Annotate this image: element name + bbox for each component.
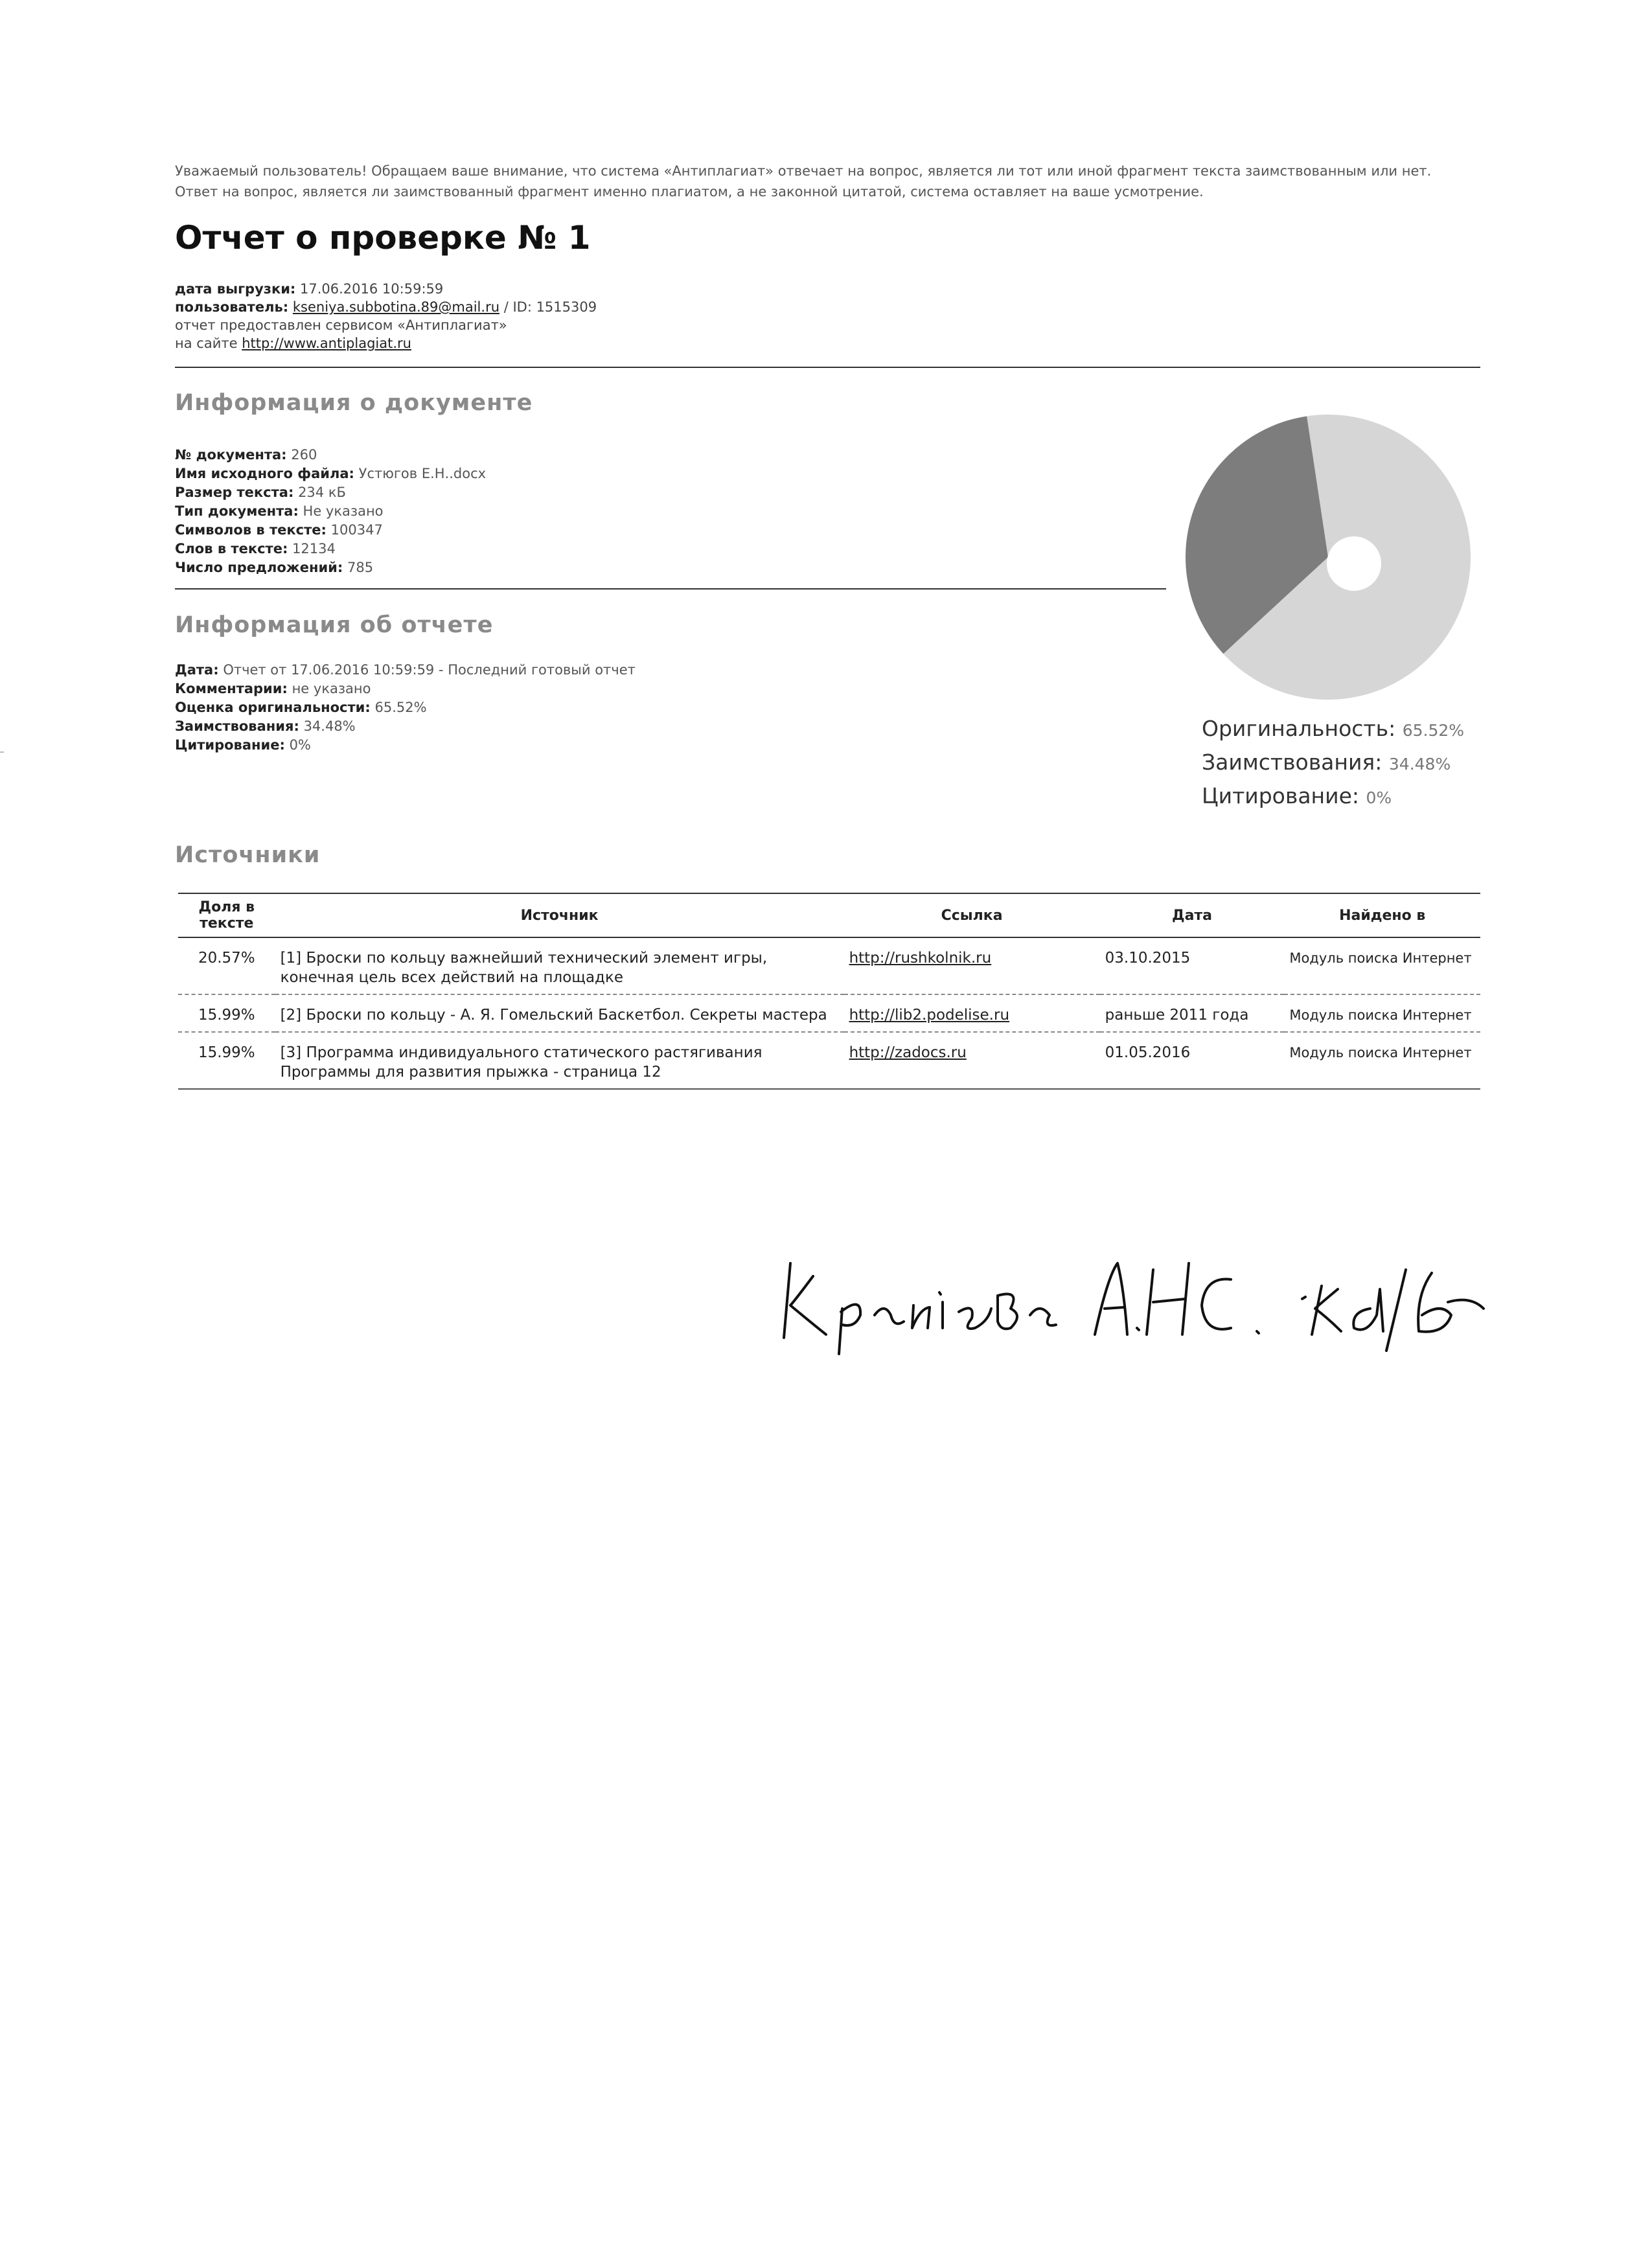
doc-info-label: Слов в тексте:	[175, 541, 288, 556]
sources-heading: Источники	[175, 842, 321, 868]
source-share: 15.99%	[178, 1032, 275, 1089]
user-id: / ID: 1515309	[503, 299, 597, 315]
export-date-line	[175, 280, 597, 298]
sources-header-row	[178, 893, 1480, 937]
doc-info-label: Тип документа:	[175, 503, 299, 519]
legend-label: Заимствования:	[1202, 750, 1382, 775]
doc-info-heading: Информация о документе	[175, 390, 533, 416]
col-found: Найдено в	[1284, 893, 1480, 937]
report-info-list	[175, 661, 636, 755]
source-title: [2] Броски по кольцу - А. Я. Гомельский Баскетбол. Секреты мастера	[275, 994, 844, 1032]
sources-table	[178, 893, 1480, 1090]
report-info-row	[175, 680, 636, 698]
report-info-value: не указано	[292, 681, 371, 696]
source-date: раньше 2011 года	[1100, 994, 1285, 1032]
doc-info-label: № документа:	[175, 447, 287, 463]
divider-doc-info	[175, 588, 1166, 590]
legend-label: Оригинальность:	[1202, 716, 1396, 741]
report-info-row	[175, 717, 636, 736]
source-share: 15.99%	[178, 994, 275, 1032]
pie-legend	[1202, 713, 1464, 814]
doc-info-row	[175, 521, 486, 540]
source-link[interactable]: http://zadocs.ru	[844, 1032, 1100, 1089]
handwritten-signature	[764, 1224, 1509, 1380]
export-date-value: 17.06.2016 10:59:59	[300, 281, 444, 297]
report-info-row	[175, 736, 636, 755]
col-date: Дата	[1100, 893, 1285, 937]
doc-info-row	[175, 502, 486, 521]
source-link[interactable]: http://rushkolnik.ru	[844, 937, 1100, 994]
report-info-value: 34.48%	[303, 718, 356, 734]
report-title: Отчет о проверке № 1	[175, 219, 591, 257]
report-info-label: Комментарии:	[175, 681, 288, 696]
report-meta	[175, 280, 597, 352]
legend-label: Цитирование:	[1202, 783, 1359, 808]
doc-info-value: 12134	[292, 541, 336, 556]
legend-entry	[1202, 746, 1464, 780]
doc-info-label: Число предложений:	[175, 560, 343, 575]
source-row	[178, 937, 1480, 994]
user-label: пользователь:	[175, 299, 289, 315]
doc-info-label: Символов в тексте:	[175, 522, 327, 538]
source-row	[178, 994, 1480, 1032]
doc-info-value: 785	[347, 560, 374, 575]
report-info-label: Цитирование:	[175, 737, 285, 753]
doc-info-value: Не указано	[303, 503, 384, 519]
originality-pie-chart	[1179, 408, 1477, 706]
report-info-row	[175, 698, 636, 717]
report-info-label: Заимствования:	[175, 718, 299, 734]
legend-entry	[1202, 780, 1464, 814]
service-line: отчет предоставлен сервисом «Антиплагиат»	[175, 317, 507, 333]
report-info-value: 65.52%	[374, 700, 427, 715]
export-date-label: дата выгрузки:	[175, 281, 296, 297]
source-date: 01.05.2016	[1100, 1032, 1285, 1089]
doc-info-row	[175, 558, 486, 577]
scan-edge-mark	[0, 751, 4, 753]
doc-info-label: Имя исходного файла:	[175, 466, 354, 481]
report-info-value: Отчет от 17.06.2016 10:59:59 - Последний готовый отчет	[223, 662, 636, 678]
report-info-label: Дата:	[175, 662, 219, 678]
doc-info-value: Устюгов Е.Н..docx	[358, 466, 487, 481]
source-found-in: Модуль поиска Интернет	[1284, 1032, 1480, 1089]
legend-value: 65.52%	[1402, 721, 1465, 740]
doc-info-row	[175, 446, 486, 464]
user-email-link[interactable]: kseniya.subbotina.89@mail.ru	[292, 299, 500, 315]
source-share: 20.57%	[178, 937, 275, 994]
report-info-value: 0%	[289, 737, 311, 753]
source-found-in: Модуль поиска Интернет	[1284, 937, 1480, 994]
report-info-row	[175, 661, 636, 680]
doc-info-row	[175, 483, 486, 502]
site-line	[175, 334, 597, 352]
report-info-heading: Информация об отчете	[175, 612, 494, 638]
legend-value: 34.48%	[1388, 755, 1451, 773]
source-title: [1] Броски по кольцу важнейший технический элемент игры, конечная цель всех действий на площадке	[275, 937, 844, 994]
source-date: 03.10.2015	[1100, 937, 1285, 994]
doc-info-value: 100347	[330, 522, 383, 538]
source-link[interactable]: http://lib2.podelise.ru	[844, 994, 1100, 1032]
doc-info-row	[175, 464, 486, 483]
doc-info-value: 260	[291, 447, 317, 463]
site-prefix: на сайте	[175, 336, 238, 351]
doc-info-label: Размер текста:	[175, 485, 294, 500]
doc-info-value: 234 кБ	[298, 485, 346, 500]
site-link[interactable]: http://www.antiplagiat.ru	[242, 336, 411, 351]
source-found-in: Модуль поиска Интернет	[1284, 994, 1480, 1032]
source-row	[178, 1032, 1480, 1089]
legend-entry	[1202, 713, 1464, 746]
report-info-label: Оценка оригинальности:	[175, 700, 371, 715]
disclaimer-notice: Уважаемый пользователь! Обращаем ваше внимание, что система «Антиплагиат» отвечает на вопрос, является ли тот или иной фрагмент текста заимствованным или нет. Ответ на вопрос, является ли заимствованный фрагмент именно плагиатом, а не законной цитатой, система оставляет на ваше усмотрение.	[175, 163, 1432, 200]
doc-info-list	[175, 446, 486, 577]
col-source: Источник	[275, 893, 844, 937]
source-title: [3] Программа индивидуального статического растягивания Программы для развития прыжка - страница 12	[275, 1032, 844, 1089]
pie-center-hole	[1327, 536, 1381, 591]
divider-top	[175, 367, 1480, 368]
doc-info-row	[175, 540, 486, 558]
legend-value: 0%	[1366, 788, 1392, 807]
col-share: Доля в тексте	[178, 893, 275, 937]
col-link: Ссылка	[844, 893, 1100, 937]
user-line	[175, 298, 597, 316]
